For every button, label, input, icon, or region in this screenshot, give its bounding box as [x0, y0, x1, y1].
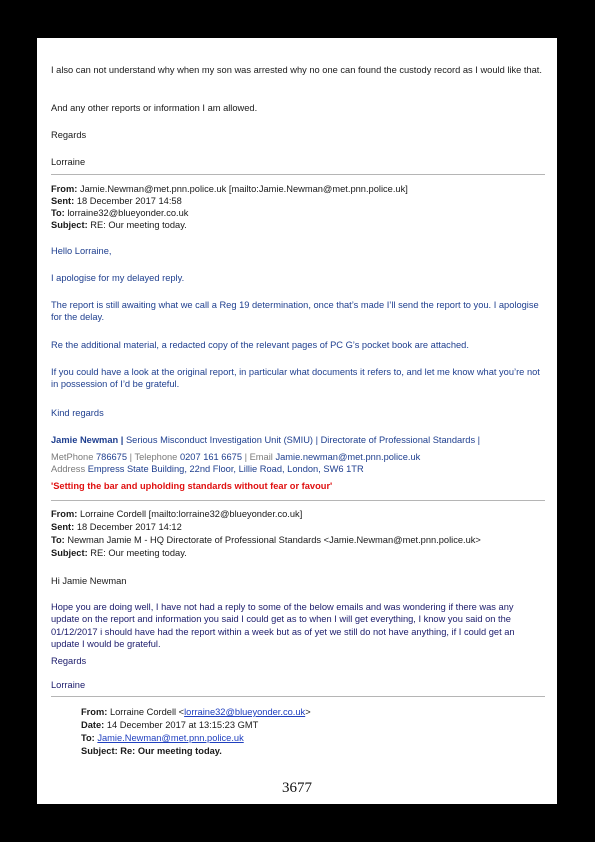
email1-motto: 'Setting the bar and upholding standards without fear or favour' — [51, 481, 333, 491]
divider-1 — [51, 174, 545, 175]
email1-closing: Kind regards — [51, 408, 104, 418]
email1-from: From: Jamie.Newman@met.pnn.police.uk [mailto:Jamie.Newman@met.pnn.police.uk] — [51, 184, 408, 194]
email1-para-2: The report is still awaiting what we call a Reg 19 determination, once that’s made I’ll send the report to you. I apologise for the delay. — [51, 300, 539, 323]
document-page — [37, 38, 557, 804]
email3-date: Date: 14 December 2017 at 13:15:23 GMT — [81, 720, 259, 730]
email1-to: To: lorraine32@blueyonder.co.uk — [51, 208, 189, 218]
email1-para-3: Re the additional material, a redacted copy of the relevant pages of PC G’s pocket book are attached. — [51, 340, 469, 350]
email3-from: From: Lorraine Cordell <lorraine32@blueyonder.co.uk> — [81, 707, 311, 717]
email1-subject: Subject: RE: Our meeting today. — [51, 220, 187, 230]
email3-to-link[interactable]: Jamie.Newman@met.pnn.police.uk — [97, 733, 244, 743]
email1-para-1: I apologise for my delayed reply. — [51, 273, 185, 283]
email3-to: To: Jamie.Newman@met.pnn.police.uk — [81, 733, 244, 743]
email1-signature: Jamie Newman | Serious Misconduct Investigation Unit (SMIU) | Directorate of Professional Standards | — [51, 435, 481, 445]
divider-2 — [51, 500, 545, 501]
intro-regards: Regards — [51, 130, 87, 140]
email1-address: Address Empress State Building, 22nd Floor, Lillie Road, London, SW6 1TR — [51, 464, 364, 474]
email2-subject: Subject: RE: Our meeting today. — [51, 548, 187, 558]
page-number: 3677 — [282, 780, 312, 796]
email2-from: From: Lorraine Cordell [mailto:lorraine32@blueyonder.co.uk] — [51, 509, 303, 519]
email1-greeting: Hello Lorraine, — [51, 246, 112, 256]
email2-body: Hope you are doing well, I have not had a reply to some of the below emails and was wondering if there was any update on the report and information you said I could get as to when I will get everything, I know you said on the 01/12/2017 i should have had the report within a week but as of yet we still do not have anything, if I could get an update I would be grateful. — [51, 602, 515, 650]
intro-line-2: And any other reports or information I am allowed. — [51, 103, 258, 113]
email2-greeting: Hi Jamie Newman — [51, 576, 127, 586]
email2-sent: Sent: 18 December 2017 14:12 — [51, 522, 182, 532]
email2-name: Lorraine — [51, 680, 86, 690]
intro-name: Lorraine — [51, 157, 86, 167]
email3-from-link[interactable]: lorraine32@blueyonder.co.uk — [184, 707, 306, 717]
email1-sent: Sent: 18 December 2017 14:58 — [51, 196, 182, 206]
divider-3 — [51, 696, 545, 697]
email2-regards: Regards — [51, 656, 87, 666]
intro-line-1: I also can not understand why when my son was arrested why no one can found the custody record as I would like that. — [51, 65, 542, 75]
email2-to: To: Newman Jamie M - HQ Directorate of Professional Standards <Jamie.Newman@met.pnn.police.uk> — [51, 535, 481, 545]
email1-contact: MetPhone 786675 | Telephone 0207 161 6675 | Email Jamie.newman@met.pnn.police.uk — [51, 452, 421, 462]
email1-para-4: If you could have a look at the original report, in particular what documents it refers to, and let me know what you’re not in possession of I’d be grateful. — [51, 367, 540, 390]
email3-subject: Subject: Re: Our meeting today. — [81, 746, 222, 756]
